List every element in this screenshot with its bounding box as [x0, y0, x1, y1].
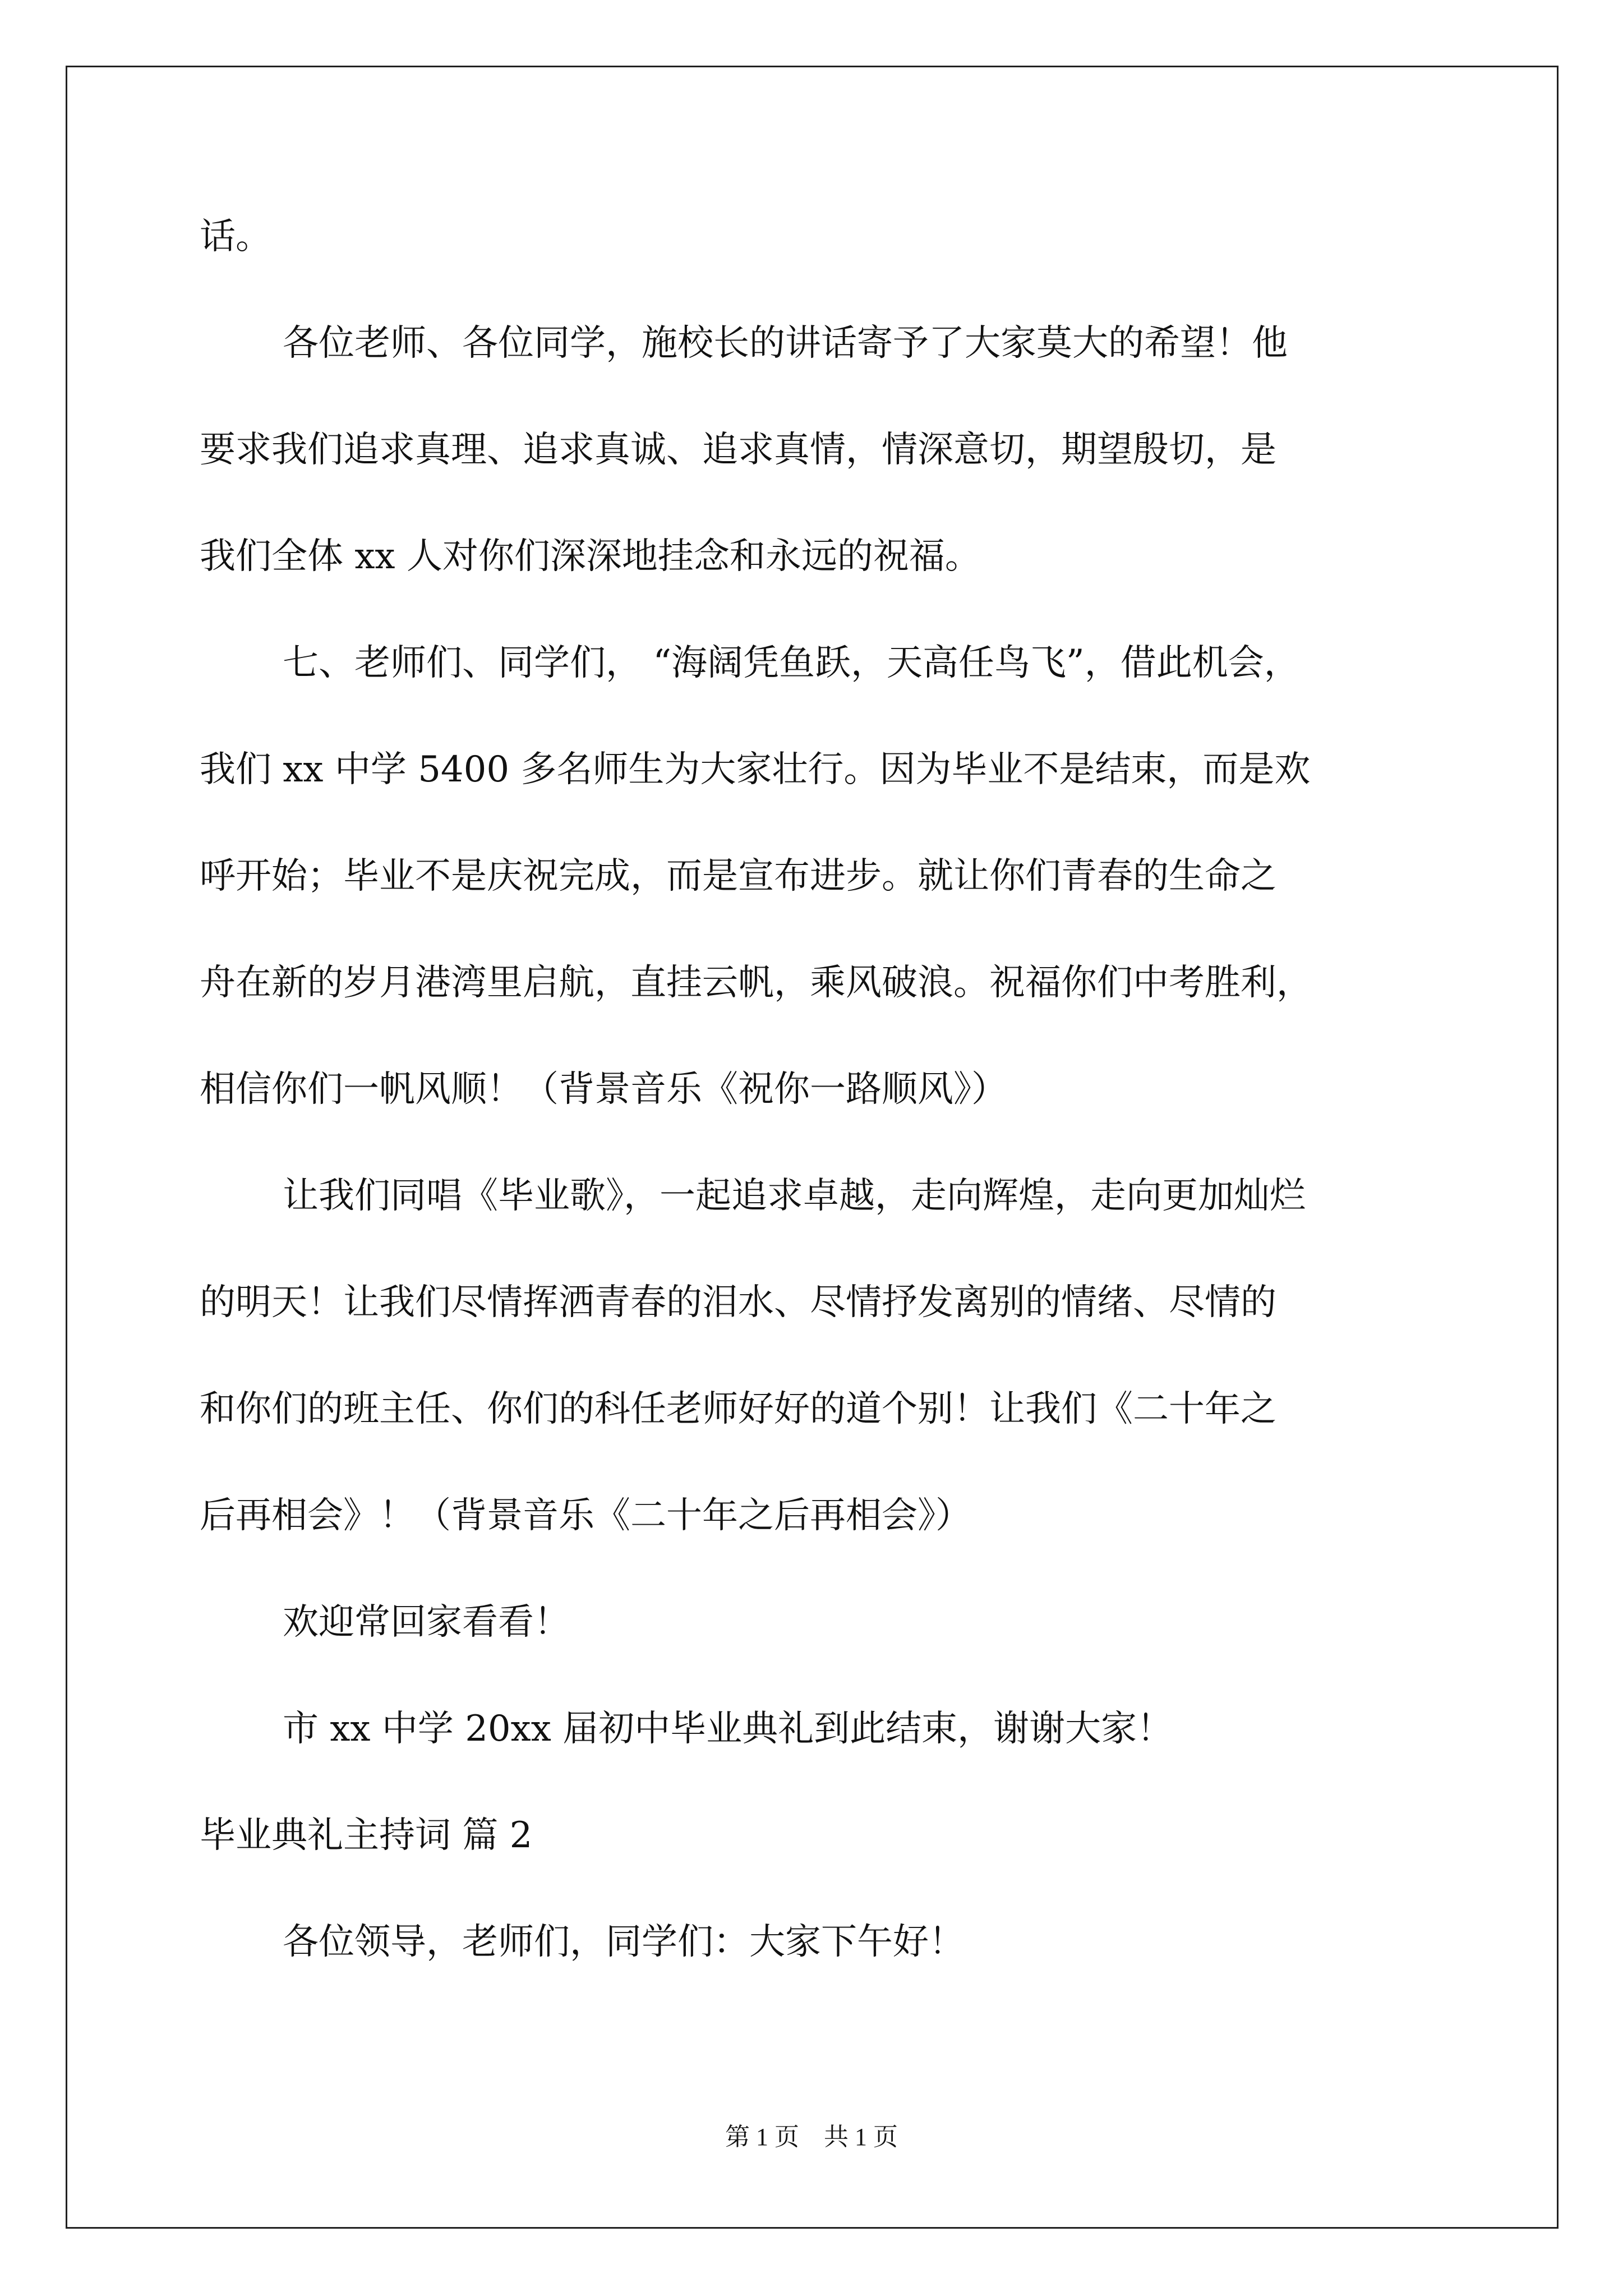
text-line: 舟在新的岁月港湾里启航，直挂云帆，乘风破浪。祝福你们中考胜利，: [200, 962, 1312, 1004]
text-line: 我们 xx 中学 5400 多名师生为大家壮行。因为毕业不是结束，而是欢: [200, 749, 1311, 790]
text-line: 七、老师们、同学们， “海阔凭鱼跃，天高任鸟飞”，借此机会，: [283, 642, 1300, 684]
text-line: 呼开始；毕业不是庆祝完成，而是宣布进步。就让你们青春的生命之: [200, 855, 1276, 897]
text-line: 欢迎常回家看看！: [283, 1602, 570, 1643]
text-line: 和你们的班主任、你们的科任老师好好的道个别！让我们《二十年之: [200, 1388, 1276, 1430]
section-heading: 毕业典礼主持词 篇 2: [200, 1815, 533, 1856]
text-line: 的明天！让我们尽情挥洒青春的泪水、尽情抒发离别的情绪、尽情的: [200, 1282, 1276, 1323]
text-line: 各位领导，老师们，同学们：大家下午好！: [283, 1921, 965, 1963]
text-line: 相信你们一帆风顺！（背景音乐《祝你一路顺风》）: [200, 1069, 1007, 1110]
text-line: 后再相会》！（背景音乐《二十年之后再相会》）: [200, 1495, 971, 1536]
text-line: 要求我们追求真理、追求真诚、追求真情，情深意切，期望殷切，是: [200, 429, 1276, 471]
text-line: 话。: [200, 216, 271, 257]
page-border: [66, 66, 1559, 2229]
page-footer: 第 1 页 共 1 页: [725, 2123, 898, 2151]
text-line: 让我们同唱《毕业歌》，一起追求卓越，走向辉煌，走向更加灿烂: [283, 1175, 1306, 1217]
text-line: 我们全体 xx 人对你们深深地挂念和永远的祝福。: [200, 536, 981, 577]
text-line: 各位老师、各位同学，施校长的讲话寄予了大家莫大的希望！他: [283, 323, 1288, 364]
text-line: 市 xx 中学 20xx 届初中毕业典礼到此结束，谢谢大家！: [283, 1708, 1173, 1750]
